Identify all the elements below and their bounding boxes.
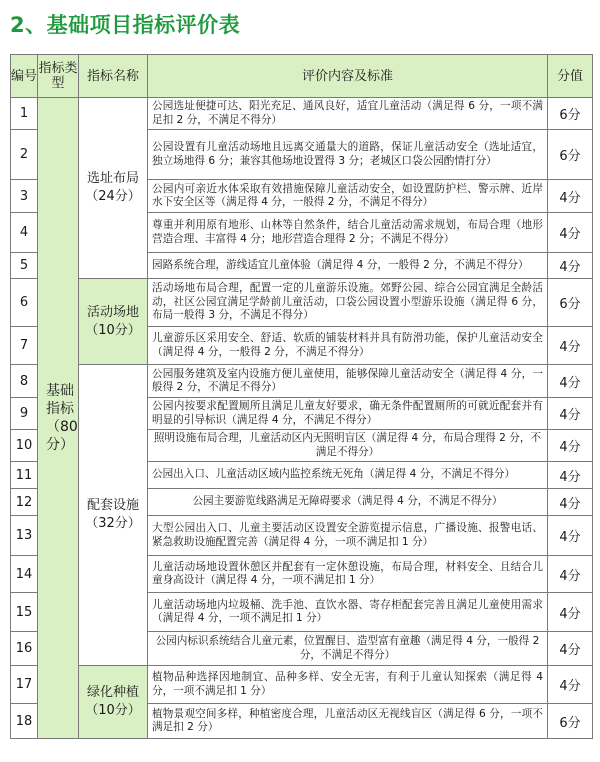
criterion: 活动场地布局合理，配置一定的儿童游乐设施。郊野公园、综合公园宜满足全龄活动，社区公园宜满足学龄前儿童活动，口袋公园设置小型游乐设施（满足得 6 分，布局一般得 3 分，不满足不得分） [148, 279, 548, 327]
row-number: 13 [11, 516, 38, 556]
score: 4分 [548, 666, 593, 704]
row-number: 8 [11, 365, 38, 398]
criterion: 公园设置有儿童活动场地且远离交通量大的道路，保证儿童活动安全（选址适宜，独立场地得 6 分；兼容其他场地设置得 3 分；老城区口袋公园酌情打分） [148, 130, 548, 180]
header-row [11, 55, 593, 98]
header-type: 指标类型 [38, 55, 79, 98]
score: 4分 [548, 556, 593, 593]
table-row [11, 279, 593, 327]
criterion: 公园出入口、儿童活动区域内监控系统无死角（满足得 4 分，不满足不得分） [148, 462, 548, 489]
score: 4分 [548, 213, 593, 253]
score: 4分 [548, 180, 593, 213]
criterion: 公园内按要求配置厕所且满足儿童友好要求，确无条件配置厕所的可就近配套并有明显的引导标识（满足得 4 分，不满足不得分） [148, 398, 548, 430]
criterion: 公园主要游览线路满足无障碍要求（满足得 4 分，不满足不得分） [148, 489, 548, 516]
table-row [11, 666, 593, 704]
row-number: 15 [11, 593, 38, 632]
row-number: 14 [11, 556, 38, 593]
table-row [11, 365, 593, 398]
criterion: 儿童活动场地设置休憩区并配套有一定休憩设施，布局合理，材料安全、且结合儿童身高设计（满足得 4 分，一项不满足扣 1 分） [148, 556, 548, 593]
category-activity-area: 活动场地（10分） [79, 279, 148, 365]
row-number: 18 [11, 704, 38, 739]
score: 4分 [548, 365, 593, 398]
row-number: 11 [11, 462, 38, 489]
row-number: 4 [11, 213, 38, 253]
row-number: 6 [11, 279, 38, 327]
criterion: 公园选址便捷可达、阳光充足、通风良好，适宜儿童活动（满足得 6 分，一项不满足扣 2 分，不满足不得分） [148, 98, 548, 130]
row-number: 12 [11, 489, 38, 516]
score: 4分 [548, 253, 593, 279]
criterion: 园路系统合理，游线适宜儿童体验（满足得 4 分，一般得 2 分，不满足不得分） [148, 253, 548, 279]
criterion: 公园服务建筑及室内设施方便儿童使用，能够保障儿童活动安全（满足得 4 分，一般得 2 分，不满足不得分） [148, 365, 548, 398]
header-score: 分值 [548, 55, 593, 98]
score: 4分 [548, 430, 593, 462]
row-number: 17 [11, 666, 38, 704]
criterion: 大型公园出入口、儿童主要活动区设置安全游览提示信息，广播设施、报警电话、紧急救助设施配置完善（满足得 4 分，一项不满足扣 1 分） [148, 516, 548, 556]
score: 6分 [548, 98, 593, 130]
table-row [11, 98, 593, 130]
score: 4分 [548, 327, 593, 365]
score: 6分 [548, 704, 593, 739]
row-number: 3 [11, 180, 38, 213]
row-number: 10 [11, 430, 38, 462]
score: 4分 [548, 632, 593, 666]
criterion: 儿童游乐区采用安全、舒适、软质的铺装材料并具有防滑功能，保护儿童活动安全（满足得 4 分，一般得 2 分，不满足不得分） [148, 327, 548, 365]
criterion: 植物景观空间多样，种植密度合理，儿童活动区无视线盲区（满足得 6 分，一项不满足扣 2 分） [148, 704, 548, 739]
header-content: 评价内容及标准 [148, 55, 548, 98]
header-num: 编号 [11, 55, 38, 98]
criterion: 公园内可亲近水体采取有效措施保障儿童活动安全，如设置防护栏、警示牌、近岸水下安全区等（满足得 4 分，一般得 2 分，不满足不得分） [148, 180, 548, 213]
row-number: 2 [11, 130, 38, 180]
criterion: 公园内标识系统结合儿童元素，位置醒目、造型富有童趣（满足得 4 分，一般得 2 分，不满足不得分） [148, 632, 548, 666]
indicator-type-label: 基础指标（80分） [46, 382, 78, 453]
indicator-type [38, 98, 79, 739]
score: 4分 [548, 516, 593, 556]
header-name: 指标名称 [79, 55, 148, 98]
row-number: 9 [11, 398, 38, 430]
page-title: 2、基础项目指标评价表 [10, 13, 241, 37]
category-facilities: 配套设施（32分） [79, 365, 148, 666]
criterion: 植物品种选择因地制宜、品种多样、安全无害，有利于儿童认知探索（满足得 4 分，一项不满足扣 1 分） [148, 666, 548, 704]
score: 6分 [548, 130, 593, 180]
category-planting: 绿化种植（10分） [79, 666, 148, 739]
row-number: 16 [11, 632, 38, 666]
criterion: 照明设施布局合理，儿童活动区内无照明盲区（满足得 4 分，布局合理得 2 分，不满足不得分） [148, 430, 548, 462]
score: 4分 [548, 398, 593, 430]
score: 4分 [548, 462, 593, 489]
score: 4分 [548, 593, 593, 632]
score: 6分 [548, 279, 593, 327]
row-number: 5 [11, 253, 38, 279]
criterion: 尊重并利用原有地形、山林等自然条件，结合儿童活动需求规划，布局合理（地形营造合理、丰富得 4 分；地形营造合理得 2 分；不满足不得分） [148, 213, 548, 253]
score: 4分 [548, 489, 593, 516]
category-site-layout: 选址布局（24分） [79, 98, 148, 279]
criterion: 儿童活动场地内垃圾桶、洗手池、直饮水器、寄存柜配套完善且满足儿童使用需求（满足得 4 分，一项不满足扣 1 分） [148, 593, 548, 632]
row-number: 1 [11, 98, 38, 130]
evaluation-table [10, 54, 593, 739]
row-number: 7 [11, 327, 38, 365]
